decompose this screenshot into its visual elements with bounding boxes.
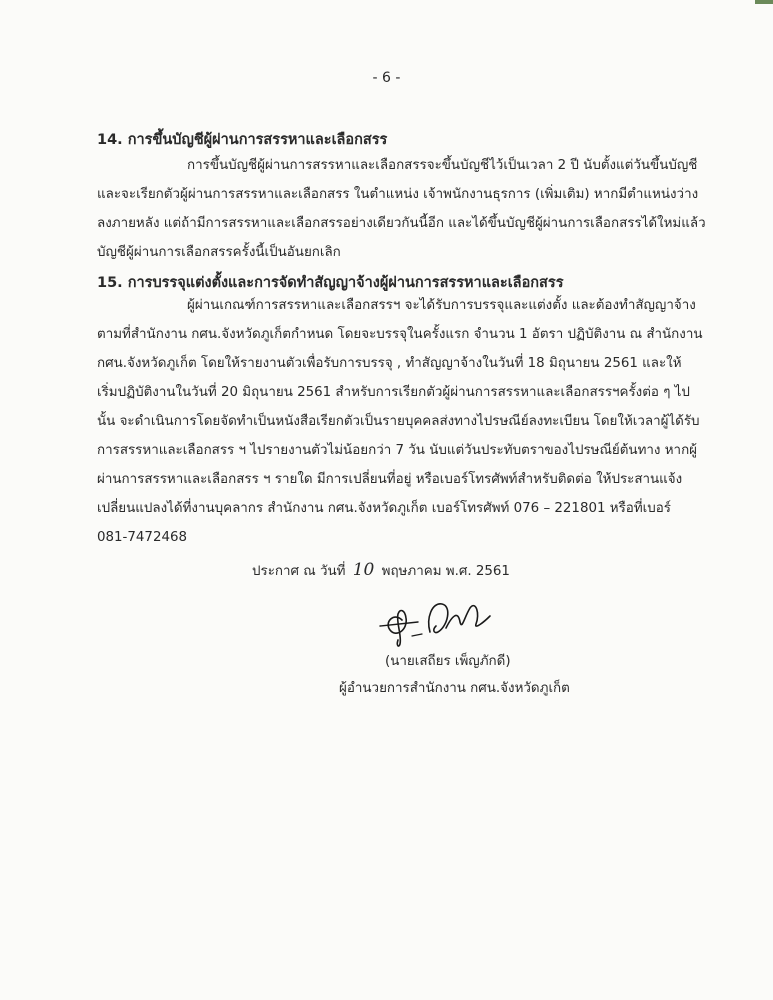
body-line: 081-7472468 xyxy=(97,530,188,545)
body-line: บัญชีผู้ผ่านการเลือกสรรครั้งนี้เป็นอันยกเลิก xyxy=(97,245,341,260)
body-line: ตามที่สำนักงาน กศน.จังหวัดภูเก็ตกำหนด โดยจะบรรจุในครั้งแรก จำนวน 1 อัตรา ปฏิบัติงาน ณ สำนักงาน xyxy=(97,327,703,342)
body-line: และจะเรียกตัวผู้ผ่านการสรรหาและเลือกสรร ในตำแหน่ง เจ้าพนักงานธุรการ (เพิ่มเติม) หากมีตำแหน่งว่าง xyxy=(97,187,699,202)
body-line: เริ่มปฏิบัติงานในวันที่ 20 มิถุนายน 2561 สำหรับการเรียกตัวผู้ผ่านการสรรหาและเลือกสรรฯครั้งต่อ ๆ ไป xyxy=(97,385,690,400)
body-line: ผู้ผ่านเกณฑ์การสรรหาและเลือกสรรฯ จะได้รับการบรรจุและแต่งตั้ง และต้องทำสัญญาจ้าง xyxy=(187,298,696,313)
section-15-heading: 15. การบรรจุแต่งตั้งและการจัดทำสัญญาจ้างผู้ผ่านการสรรหาและเลือกสรร xyxy=(97,275,564,291)
signer-title: ผู้อำนวยการสำนักงาน กศน.จังหวัดภูเก็ต xyxy=(339,681,570,696)
announcement-prefix: ประกาศ ณ วันที่ xyxy=(252,564,346,579)
section-15-body xyxy=(97,291,703,552)
body-line: การขึ้นบัญชีผู้ผ่านการสรรหาและเลือกสรรจะขึ้นบัญชีไว้เป็นเวลา 2 ปี นับตั้งแต่วันขึ้นบัญชี xyxy=(187,158,698,173)
body-line: กศน.จังหวัดภูเก็ต โดยให้รายงานตัวเพื่อรับการบรรจุ , ทำสัญญาจ้างในวันที่ 18 มิถุนายน 2561 และให้ xyxy=(97,356,682,371)
body-line: การสรรหาและเลือกสรร ฯ ไปรายงานตัวไม่น้อยกว่า 7 วัน นับแต่วันประทับตราของไปรษณีย์ต้นทาง หากผู้ xyxy=(97,443,698,458)
scan-edge-mark xyxy=(755,0,773,4)
page-number: - 6 - xyxy=(372,70,401,86)
signer-name: (นายเสถียร เพ็ญภักดี) xyxy=(385,654,511,669)
body-line: นั้น จะดำเนินการโดยจัดทำเป็นหนังสือเรียกตัวเป็นรายบุคคลส่งทางไปรษณีย์ลงทะเบียน โดยให้เวลาผู้ได้รับ xyxy=(97,414,700,429)
announcement-day: 10 xyxy=(352,560,375,580)
body-line: เปลี่ยนแปลงได้ที่งานบุคลากร สำนักงาน กศน.จังหวัดภูเก็ต เบอร์โทรศัพท์ 076 – 221801 หรือที่เบอร์ xyxy=(97,501,671,516)
section-14-heading: 14. การขึ้นบัญชีผู้ผ่านการสรรหาและเลือกสรร xyxy=(97,132,388,148)
body-line: ผ่านการสรรหาและเลือกสรร ฯ รายใด มีการเปลี่ยนที่อยู่ หรือเบอร์โทรศัพท์สำหรับติดต่อ ให้ประสานแจ้ง xyxy=(97,472,683,487)
announcement-date xyxy=(252,560,510,581)
signature-image xyxy=(372,592,502,652)
section-14-body xyxy=(97,151,706,267)
body-line: ลงภายหลัง แต่ถ้ามีการสรรหาและเลือกสรรอย่างเดียวกันนี้อีก และได้ขึ้นบัญชีผู้ผ่านการเลือกสรรได้ใหม่แล้ว xyxy=(97,216,706,231)
announcement-suffix: พฤษภาคม พ.ศ. 2561 xyxy=(381,564,510,579)
